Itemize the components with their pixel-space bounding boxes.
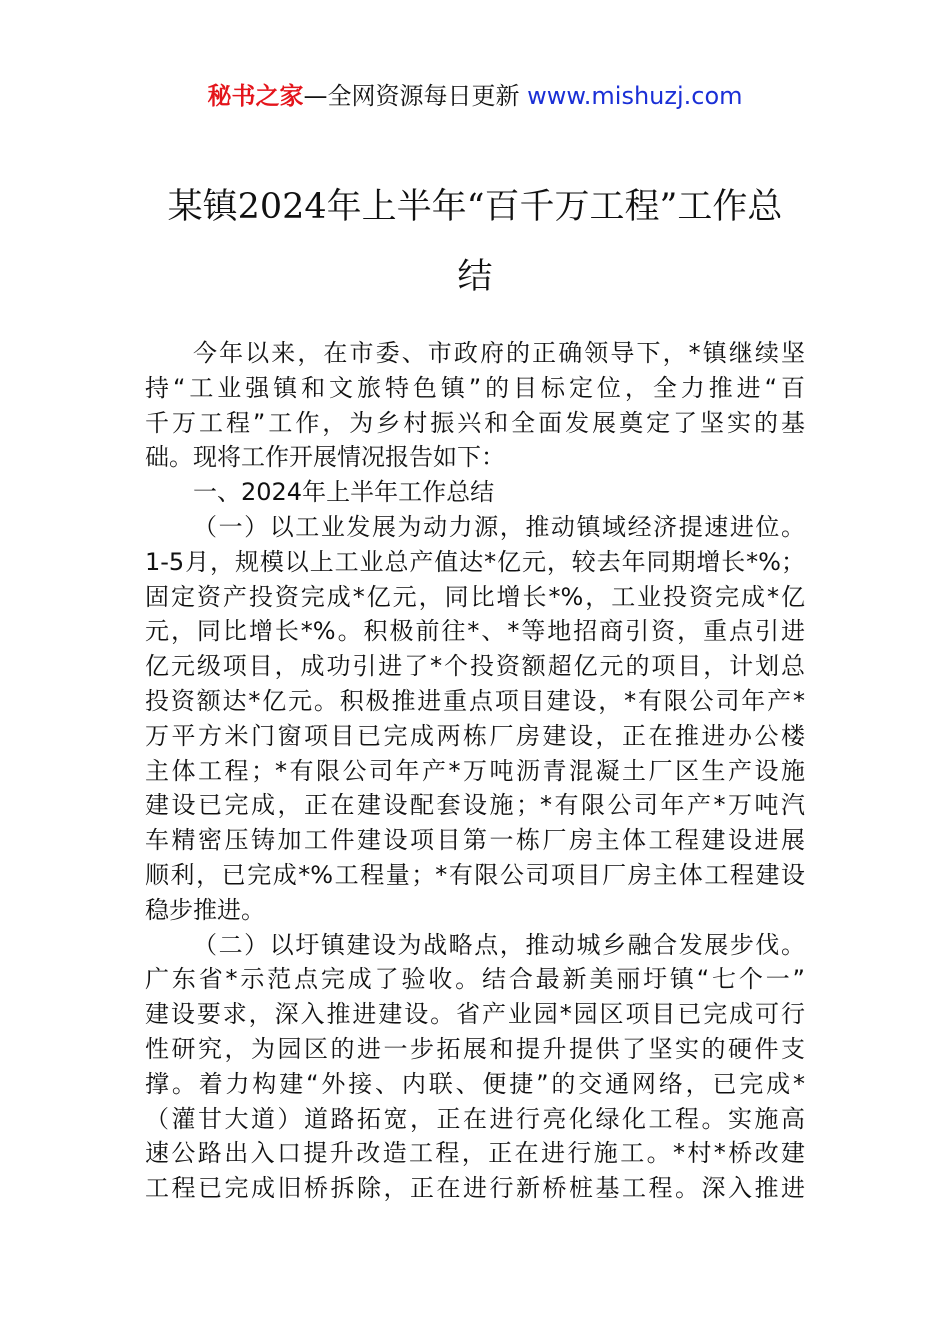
document-title-line: 结 — [457, 257, 493, 297]
text-line: （一）以工业发展为动力源，推动镇域经济提速进位。 — [193, 512, 805, 541]
text-line: 工程已完成旧桥拆除，正在进行新桥桩基工程。深入推进 — [145, 1174, 805, 1203]
section-heading — [145, 475, 805, 510]
text-line: 速公路出入口提升改造工程，正在进行施工。*村*桥改建 — [145, 1139, 805, 1168]
text-line: 今年以来，在市委、市政府的正确领导下，*镇继续坚 — [193, 339, 805, 367]
text-line: 1-5月，规模以上工业总产值达*亿元，较去年同期增长*%； — [145, 547, 805, 576]
text-line: 建设要求，深入推进建设。省产业园*园区项目已完成可行 — [145, 1000, 805, 1029]
site-header — [0, 80, 950, 112]
text-line: 车精密压铸加工件建设项目第一栋厂房主体工程建设进展 — [145, 826, 805, 855]
text-line: 元，同比增长*%。积极前往*、*等地招商引资，重点引进 — [145, 617, 805, 646]
site-tagline: —全网资源每日更新 — [303, 82, 528, 110]
text-line: （灌甘大道）道路拓宽，正在进行亮化绿化工程。实施高 — [145, 1104, 805, 1133]
text-line: 撑。着力构建“外接、内联、便捷”的交通网络，已完成* — [145, 1069, 805, 1098]
text-line: 一、2024年上半年工作总结 — [193, 478, 495, 507]
document-body — [145, 336, 805, 1206]
text-line: 万平方米门窗项目已完成两栋厂房建设，正在推进办公楼 — [145, 721, 805, 750]
intro-paragraph — [145, 336, 805, 475]
body-paragraph — [145, 928, 805, 1206]
text-line: 建设已完成，正在建设配套设施；*有限公司年产*万吨汽 — [145, 791, 805, 820]
text-line: 广东省*示范点完成了验收。结合最新美丽圩镇“七个一” — [145, 965, 805, 994]
text-line: 固定资产投资完成*亿元，同比增长*%，工业投资完成*亿 — [145, 582, 805, 611]
text-line: 主体工程；*有限公司年产*万吨沥青混凝土厂区生产设施 — [145, 756, 805, 785]
document-title — [100, 172, 850, 312]
document-title-line: 某镇2024年上半年“百千万工程”工作总 — [167, 187, 783, 227]
text-line: （二）以圩镇建设为战略点，推动城乡融合发展步伐。 — [193, 930, 805, 959]
text-line: 千万工程”工作，为乡村振兴和全面发展奠定了坚实的基 — [145, 408, 805, 437]
text-line: 亿元级项目，成功引进了*个投资额超亿元的项目，计划总 — [145, 652, 805, 681]
text-line: 持“工业强镇和文旅特色镇”的目标定位，全力推进“百 — [145, 373, 805, 402]
text-line: 性研究，为园区的进一步拓展和提升提供了坚实的硬件支 — [145, 1034, 805, 1063]
site-url-link[interactable]: www.mishuzj.com — [527, 82, 743, 110]
site-brand: 秘书之家 — [207, 82, 304, 110]
text-line: 顺利，已完成*%工程量；*有限公司项目厂房主体工程建设 — [145, 860, 805, 889]
text-line: 投资额达*亿元。积极推进重点项目建设，*有限公司年产* — [145, 686, 805, 715]
body-paragraph — [145, 510, 805, 928]
text-line: 稳步推进。 — [145, 895, 265, 924]
text-line: 础。现将工作开展情况报告如下： — [145, 443, 505, 472]
